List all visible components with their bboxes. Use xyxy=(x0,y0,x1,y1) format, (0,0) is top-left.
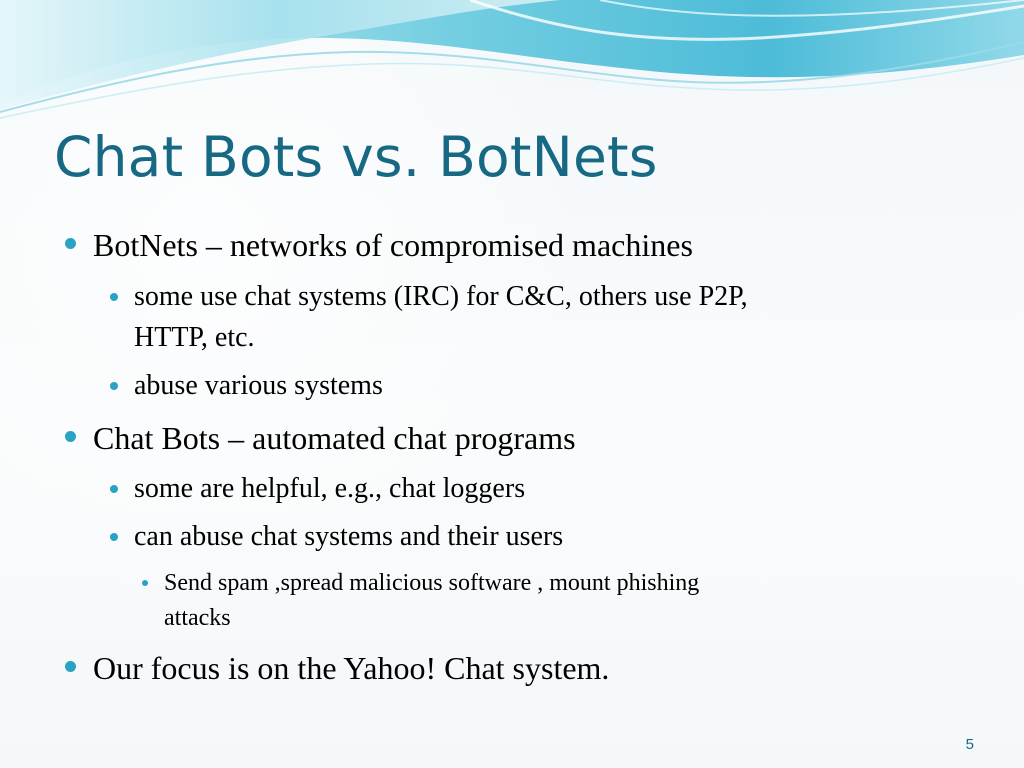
bullet-dot xyxy=(110,533,118,541)
bullet-botnets: BotNets – networks of compromised machines xyxy=(93,227,693,263)
sub-bullet-chat-systems-line2: HTTP, etc. xyxy=(134,322,255,353)
sub-bullet-helpful: some are helpful, e.g., chat loggers xyxy=(134,473,526,504)
bullet-our-focus: Our focus is on the Yahoo! Chat system. xyxy=(93,650,610,686)
bullet-dot xyxy=(65,431,76,442)
bullet-chat-bots: Chat Bots – automated chat programs xyxy=(93,420,576,456)
slide-title: Chat Bots vs. BotNets xyxy=(54,125,658,189)
sub-bullet-chat-systems-line1: some use chat systems (IRC) for C&C, others use P2P, xyxy=(134,281,748,312)
sub-bullet-abuse-users: can abuse chat systems and their users xyxy=(134,521,564,552)
sub-sub-bullet-spam-line1: Send spam ,spread malicious software , mount phishing xyxy=(164,570,700,596)
bullet-dot xyxy=(142,580,148,586)
bullet-dot xyxy=(65,238,76,249)
bullet-dot xyxy=(110,485,118,493)
sub-sub-bullet-spam-line2: attacks xyxy=(164,605,231,631)
bullet-dot xyxy=(65,661,76,672)
bullet-dot xyxy=(110,382,118,390)
page-number: 5 xyxy=(965,736,974,753)
bullet-dot xyxy=(110,293,118,301)
sub-bullet-abuse-systems: abuse various systems xyxy=(134,370,383,401)
